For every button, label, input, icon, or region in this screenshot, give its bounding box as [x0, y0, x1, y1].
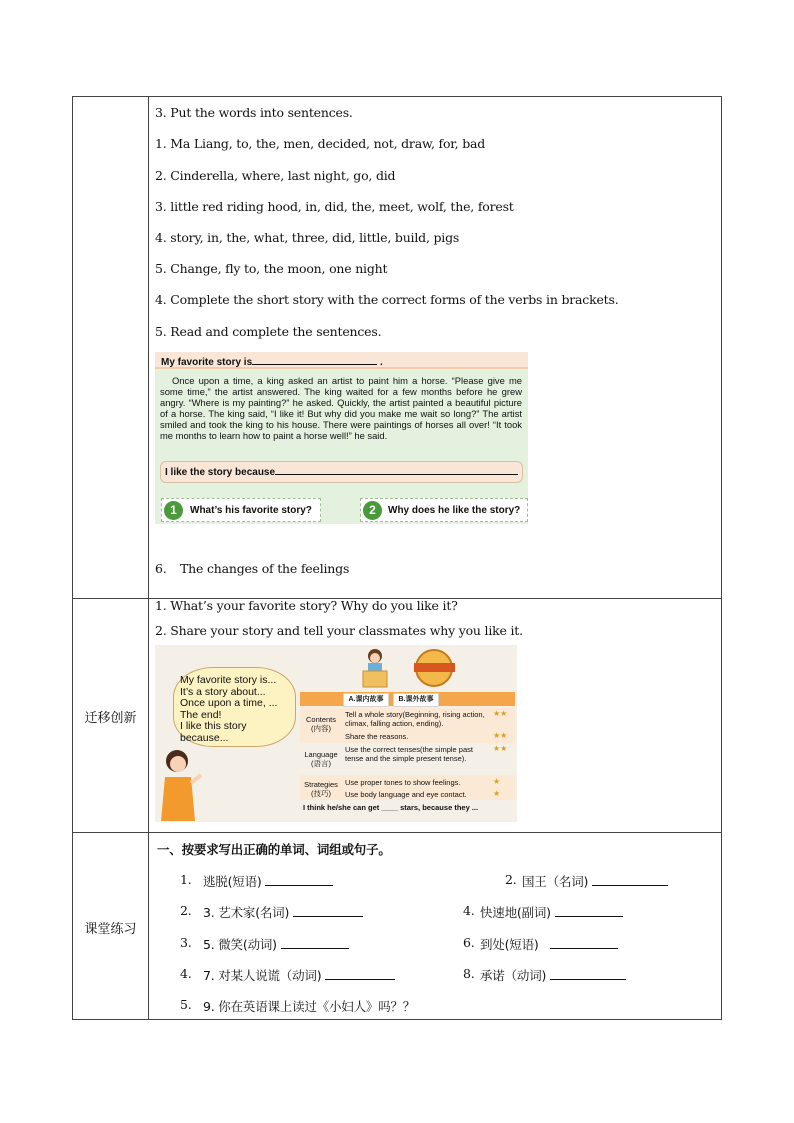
- category-label-zh: (内容): [311, 724, 331, 733]
- star-rating: ★★: [493, 731, 508, 740]
- story-title-bar: [155, 352, 528, 369]
- exercise-item: 9. 你在英语课上读过《小妇人》吗？？: [203, 999, 416, 1014]
- reading-line: 3. Put the words into sentences.: [155, 105, 353, 120]
- reading-line: 1. Ma Liang, to, the, men, decided, not, draw, for, bad: [155, 136, 486, 151]
- item-6-text: The changes of the feelings: [180, 561, 350, 576]
- criterion: Tell a whole story(Beginning, rising action, climax, falling action, ending).: [345, 710, 485, 728]
- star-rating: ★: [493, 777, 501, 786]
- reading-line: 5. Read and complete the sentences.: [155, 324, 382, 339]
- question-1: [161, 498, 321, 522]
- because-label: I like the story because: [165, 467, 276, 478]
- table-footer: I think he/she can get ____ stars, because they ...: [303, 803, 479, 812]
- exercise-number: 8.: [463, 966, 475, 981]
- exercise-prompt: 国王（名词): [522, 874, 589, 889]
- question-number-badge: 1: [164, 501, 183, 520]
- answer-blank: [265, 873, 333, 886]
- reading-line: 2. Cinderella, where, last night, go, did: [155, 168, 396, 183]
- because-blank: [275, 464, 518, 475]
- exercise-item: [203, 872, 333, 890]
- criterion: Use proper tones to show feelings.: [345, 778, 461, 787]
- bubble-line: because...: [180, 731, 229, 744]
- category-strategies: [300, 780, 342, 798]
- exercise-item: [203, 966, 395, 984]
- bubble-line: My favorite story is...: [180, 674, 277, 686]
- star-rating: ★★: [493, 709, 508, 718]
- exercise-number: 4.: [180, 966, 192, 981]
- exercise-item: [522, 872, 668, 890]
- exercise-number: 6.: [463, 935, 475, 950]
- answer-blank: [325, 967, 395, 980]
- exercise-prompt: 3. 艺术家(名词): [203, 905, 290, 920]
- story-illustration: [155, 352, 528, 524]
- exercise-number: 2.: [505, 872, 517, 887]
- answer-blank: [592, 873, 668, 886]
- bubble-line: I like this story: [180, 720, 247, 732]
- star-rating: ★: [493, 789, 501, 798]
- category-label: Strategies: [304, 780, 338, 789]
- category-label-zh: (语言): [311, 759, 331, 768]
- answer-blank: [550, 967, 626, 980]
- answer-blank: [281, 936, 349, 949]
- question-number-badge: 2: [363, 501, 382, 520]
- tab-a: A.课内故事: [343, 693, 389, 707]
- star-rating: ★★: [493, 744, 508, 753]
- item-6-number: 6.: [155, 561, 167, 576]
- bubble-line: Once upon a time, ...: [180, 697, 278, 709]
- because-bar: [160, 461, 523, 483]
- exercise-item: [480, 966, 626, 984]
- transfer-line-1: 1. What’s your favorite story? Why do you like it?: [155, 598, 458, 613]
- question-1-text: What’s his favorite story?: [190, 505, 312, 516]
- girl-illustration: [157, 747, 203, 821]
- answer-blank: [293, 904, 363, 917]
- question-2: [360, 498, 528, 522]
- transfer-label: 迁移创新: [84, 711, 137, 726]
- reading-line: 4. story, in, the, what, three, did, little, build, pigs: [155, 230, 460, 245]
- speech-bubble: [173, 667, 296, 747]
- badge-icon: [412, 648, 457, 688]
- exercise-number: 2.: [180, 903, 192, 918]
- practice-heading: 一、按要求写出正确的单词、词组或句子。: [157, 842, 391, 857]
- exercise-item: [203, 903, 363, 921]
- story-title: My favorite story is: [161, 357, 253, 368]
- exercise-prompt: 7. 对某人说谎（动词): [203, 968, 322, 983]
- exercise-number: 1.: [180, 872, 192, 887]
- exercise-item: [203, 935, 349, 953]
- reading-line: 5. Change, fly to, the moon, one night: [155, 261, 388, 276]
- exercise-number: 3.: [180, 935, 192, 950]
- exercise-number: 4.: [463, 903, 475, 918]
- exercise-prompt: 承诺（动词): [480, 968, 547, 983]
- row-divider: [73, 832, 721, 833]
- criterion: Use the correct tenses(the simple past tense and the simple present tense).: [345, 745, 473, 763]
- practice-label: 课堂练习: [84, 922, 137, 937]
- exercise-prompt: 5. 微笑(动词): [203, 937, 277, 952]
- reading-line: 4. Complete the short story with the correct forms of the verbs in brackets.: [155, 292, 619, 307]
- column-divider: [148, 97, 149, 1019]
- tab-b: B.课外故事: [393, 693, 439, 707]
- story-paragraph: Once upon a time, a king asked an artist to paint him a horse. “Please give me some time,” the artist answered. The king waited for a few months before he grew angry. “Where is my painting?” he asked. Quickly, the artist painted a beautiful picture of a horse. The king said, “I like it! But why did you make me wait so long?” The artist smiled and took the king to his house. There were paintings of horses all over! “It took me months to learn how to paint a horse well!” he said.: [160, 375, 522, 441]
- share-illustration: [155, 645, 517, 822]
- exercise-number: 5.: [180, 997, 192, 1012]
- criterion: Share the reasons.: [345, 732, 409, 741]
- category-language: [300, 750, 342, 768]
- exercise-prompt: 到处(短语): [480, 937, 539, 952]
- category-contents: [300, 715, 342, 733]
- exercise-item: [480, 935, 618, 953]
- bubble-line: It’s a story about...: [180, 685, 266, 698]
- title-blank: [252, 352, 377, 365]
- category-label: Contents: [305, 715, 337, 724]
- boy-at-podium-illustration: [355, 647, 395, 689]
- exercise-prompt: 逃脱(短语): [203, 874, 262, 889]
- bubble-line: The end!: [180, 708, 222, 721]
- story-title-end: .: [379, 357, 383, 368]
- answer-blank: [550, 936, 618, 949]
- category-label: Language: [304, 750, 338, 759]
- transfer-line-2: 2. Share your story and tell your classmates why you like it.: [155, 623, 523, 638]
- reading-line: 3. little red riding hood, in, did, the, meet, wolf, the, forest: [155, 199, 514, 214]
- exercise-item: [480, 903, 623, 921]
- category-label-zh: (技巧): [311, 789, 331, 798]
- question-2-text: Why does he like the story?: [388, 505, 521, 516]
- exercise-prompt: 快速地(副词): [480, 905, 551, 920]
- criterion: Use body language and eye contact.: [345, 790, 467, 799]
- answer-blank: [555, 904, 623, 917]
